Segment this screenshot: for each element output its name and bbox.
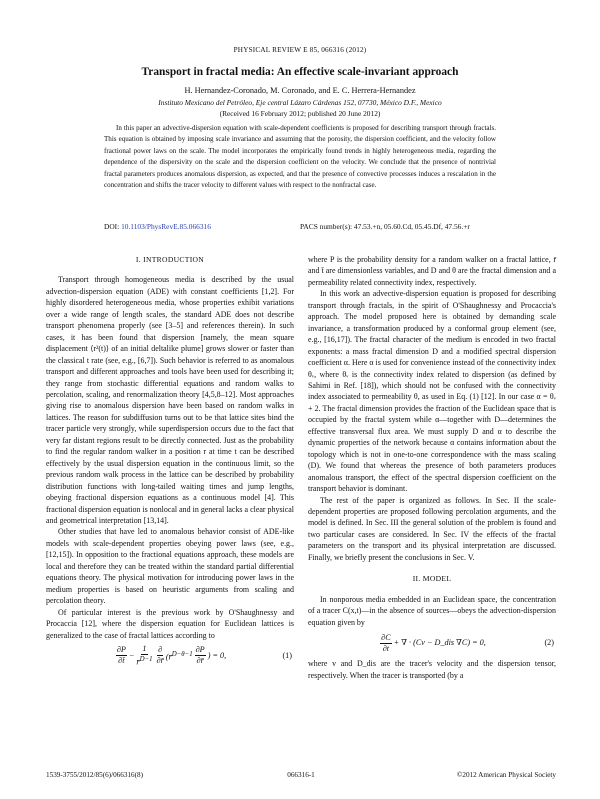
footer-issn: 1539-3755/2012/85(6)/066316(8) — [46, 771, 144, 779]
paragraph: where P is the probability density for a random walker on a fractal lattice, r̄ and t̄ are dimensionless variables, and D and θ are the fractal dimension and a permeability related connectivity index, respectively. — [308, 255, 556, 287]
abstract-text: In this paper an advective-dispersion equation with scale-dependent coefficients is proposed for describing transport through fractals. This equation is obtained by imposing scale invariance and assuming that the porosity, the dispersion coefficient, and the velocity follow fractional power laws on the scale. The model incorporates the empirically found trends in highly heterogeneous media, regarding the dependence of the dispersivity on the scale and the dispersion coefficient on the velocity. We conclude that the presence of nontrivial fractal parameters produces anomalous dispersion, as expected, and that the presence of convective processes induces a rescalation in the concentration and shifts the tracer velocity to different values with respect to the nonfractal case. — [104, 124, 496, 190]
section-heading-model: II. MODEL — [412, 574, 452, 584]
paragraph: In nonporous media embedded in an Euclidean space, the concentration of a tracer C(x,t)—in the absence of sources—obeys the advection-dispersion equation given by — [308, 594, 556, 627]
pacs-numbers: PACS number(s): 47.53.+n, 05.60.Cd, 05.45.Df, 47.56.+r — [300, 222, 470, 231]
right-column — [308, 254, 556, 681]
eq1-inner-fraction: $\frac{\partial P}{\partial r̄}$ — [195, 645, 205, 666]
eq2-fraction: $\frac{\partial C}{\partial t}$ — [381, 632, 391, 653]
doi-link[interactable]: 10.1103/PhysRevE.85.066316 — [121, 222, 211, 231]
running-head: PHYSICAL REVIEW E 85, 066316 (2012) — [233, 46, 367, 54]
footer-copyright: ©2012 American Physical Society — [456, 771, 556, 779]
equation-2 — [308, 628, 556, 658]
eq1-prefactor: $\frac{1}{r̄^{D-1}}$ — [136, 644, 153, 667]
equation-number-2: (2) — [544, 638, 554, 648]
eq1-fraction: $\frac{\partial P}{\partial t̄}$ — [116, 645, 126, 666]
authors: H. Hernandez-Coronado, M. Coronado, and E. C. Herrera-Hernandez — [184, 86, 416, 95]
footer-page-number: 066316-1 — [287, 771, 315, 779]
left-column — [46, 254, 294, 671]
paragraph: where v and D_dis are the tracer's velocity and the dispersion tensor, respectively. When the tracer is transported (by a — [308, 659, 556, 680]
eq2-rest: + ∇ · (Cv − D_dis ∇C) = 0, — [393, 638, 486, 648]
paragraph: Other studies that have led to anomalous behavior consist of ADE-like models with scale-dependent properties obeying power laws (see, e.g., [12,15]). In opposition to the fractional equations approach, these models are local and therefore they can be treated within the standard partial differential equations theory. The physical motivation for introducing power laws in the medium properties is based on heuristic arguments from scaling and percolation theory. — [46, 527, 294, 606]
paragraph: Of particular interest is the previous work by O'Shaughnessy and Procaccia [12], where the dispersion equation for Euclidean lattices is generalized to the case of fractal lattices according to — [46, 607, 294, 640]
received-date: (Received 16 February 2012; published 20 June 2012) — [219, 109, 381, 118]
eq1-close: ) = 0, — [207, 651, 227, 661]
doi-block — [104, 222, 211, 231]
paragraph: The rest of the paper is organized as follows. In Sec. II the scale-dependent properties are proposed following percolation arguments, and the model is defined. In Sec. III the general solution of the problem is found and two particular cases are considered. In Sec. IV the effects of the fractal parameters on the transport and its physical interpretation are discussed. Finally, we briefly present the conclusions in Sec. V. — [308, 495, 556, 562]
doi-label: DOI: — [104, 222, 120, 231]
equation-1 — [46, 641, 294, 671]
paragraph: In this work an advective-dispersion equation is proposed for describing transport through fractals, in the spirit of O'Shaughnessy and Procaccia's approach. The model proposed here is obtained by demanding scale invariance, a transformation produced by a conformal group element (see, e.g., [16,17]). The fractal character of the medium is encoded in two fractal exponents: a mass fractal dimension D and a modified spectral dispersion coefficient α. Here α is used for convenience instead of the connectivity index θᵥ, where θᵥ is the connectivity index related to dispersion (as defined by Sahimi in Ref. [18]), which should not be confused with the connectivity index associated to permeability θ, as used in Eq. (1) [12]. In our case α = θᵥ + 2. The fractal dimension provides the fraction of the Euclidean space that is occupied by the fractal system while α—together with D—determines the effective transversal flux area. We must supply D and α to describe the dynamic properties of the network because α contains information about the topology which is not in one-to-one correspondence with the mass scaling (D). We found that whereas the presence of both parameters produces anomalous transport, the effect of the spectral dispersion coefficient on the transport behavior is dominant. — [308, 289, 556, 494]
affiliation: Instituto Mexicano del Petróleo, Eje central Lázaro Cárdenas 152, 07730, México D.F., Mexico — [158, 98, 442, 107]
equation-number-1: (1) — [282, 650, 292, 660]
eq1-inner: (r̄$^{D-\theta-1}$ — [165, 650, 193, 662]
eq1-minus: − — [128, 651, 135, 661]
abstract — [104, 123, 496, 192]
paragraph: Transport through homogeneous media is described by the usual advection-dispersion equation (ADE) with constant coefficients [1,2]. For highly disordered heterogeneous media, whose properties exhibit variations over a wide range of length scales, the standard ADE does not describe transport phenomena properly (see [3–5] and references therein). In such cases, it has been found that dispersion [namely, the mean square displacement ⟨r²(t)⟩ of an initial deltalike plume] grows slower or faster than the classical t rate (see, e.g., [6,7]). Such behavior is referred to as anomalous transport and different approaches and tools have been used for describing it; they range from stochastic differential equations and random walks to percolation, scaling, and renormalization theory [4,5,8–12]. Most approaches giving rise to anomalous dispersion have been based on random walks in lattices. The reason for subdiffusion turns out to be that lattice sites bind the tracer particle very strongly, while superdispersion occurs due to the fact that very far distant regions result to be directly connected. Just as the probability to find the regular random walker in a position r at time t can be described effectively by the usual dispersion equation in the continuous limit, so the previous random walk process in the lattice can be described by probability distribution functions with long-tailed waiting times and jump lengths, obeying fractional dispersion equations as a continuous model [4]. This fractional dispersion equation is nonlocal and in general lacks a clear physical and geometrical interpretation [13,14]. — [46, 275, 294, 525]
section-heading-introduction: I. INTRODUCTION — [135, 255, 205, 264]
paper-title: Transport in fractal media: An effective scale-invariant approach — [141, 66, 459, 78]
eq1-derivative: $\frac{\partial}{\partial r̄}$ — [156, 645, 164, 666]
